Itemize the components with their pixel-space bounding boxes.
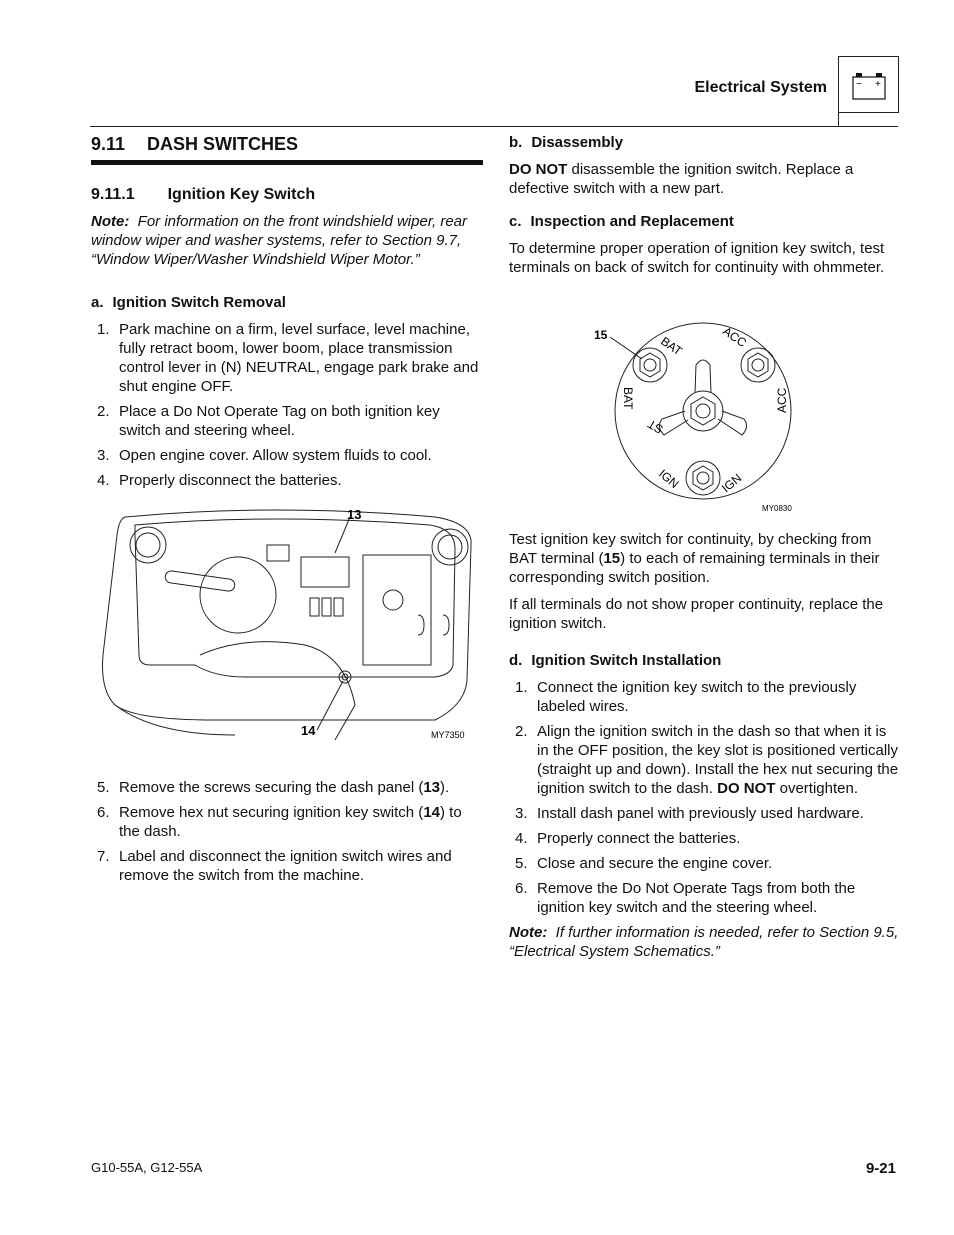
item-text: Align the ignition switch in the dash so that when it is in the OFF position, the key slot is positioned vertically (straight up and down). Install the hex nut securing the ignition switch to the dash. DO NOT overtighten. [537,723,899,797]
section-number: 9.11 [91,134,126,154]
label-acc-side: ACC [775,387,789,413]
list-item [91,446,483,465]
disassembly-text: DO NOT disassemble the ignition switch. Replace a defective switch with a new part. [509,161,854,197]
item-number: 6. [515,880,528,897]
replace-text: If all terminals do not show proper continuity, replace the ignition switch. [509,596,884,632]
list-item [509,879,901,917]
battery-icon-box [838,56,899,113]
item-number: 5. [97,779,110,796]
item-number: 5. [515,855,528,872]
list-item [509,829,901,848]
ignition-switch-figure [590,315,800,515]
step-letter: a. [91,294,104,311]
item-text: Place a Do Not Operate Tag on both ignition key switch and steering wheel. [119,403,440,439]
callout-15: 15 [594,328,608,342]
item-text: Label and disconnect the ignition switch wires and remove the switch from the machine. [119,848,452,884]
step-heading-d [509,651,901,670]
item-number: 1. [97,321,110,338]
step-letter: d. [509,652,523,669]
footer-models: G10-55A, G12-55A [91,1160,203,1175]
removal-steps [91,320,483,490]
note-text: For information on the front windshield wiper, rear window wiper and washer systems, refer to Section 9.7, “Window Wiper/Washer Windshield Wiper Motor.” [91,213,467,268]
page-number: 9-21 [865,1160,896,1177]
step-heading-a [91,293,483,312]
item-number: 2. [97,403,110,420]
section-heading [91,133,483,160]
label-bat-top: BAT [658,333,685,359]
note-paragraph [91,212,483,269]
item-number: 4. [97,472,110,489]
subsection-heading [91,185,483,204]
item-text: Connect the ignition key switch to the previously labeled wires. [537,679,857,715]
removal-steps-continued [91,778,483,885]
item-text: Remove hex nut securing ignition key switch (14) to the dash. [119,804,462,840]
subsection-title: Ignition Key Switch [167,186,316,203]
callout-14: 14 [301,723,316,738]
battery-icon [839,57,898,112]
list-item [91,471,483,490]
item-number: 6. [97,804,110,821]
label-bat-side: BAT [621,387,635,410]
item-text: Remove the Do Not Operate Tags from both the ignition key switch and the steering wheel. [537,880,856,916]
note-paragraph [509,923,901,961]
step-title: Ignition Switch Removal [112,294,286,311]
step-heading-c [509,212,901,231]
list-item [509,678,901,716]
label-acc-top: ACC [720,323,750,350]
svg-text:−: − [856,79,862,90]
list-item [91,320,483,396]
label-ign-left: IGN [656,466,682,492]
list-item [91,778,483,797]
item-number: 1. [515,679,528,696]
header-rule [90,126,898,127]
item-number: 3. [515,805,528,822]
figure-id: MY7350 [431,730,465,740]
step-title: Inspection and Replacement [530,213,734,230]
list-item [509,854,901,873]
item-text: Park machine on a firm, level surface, level machine, fully retract boom, lower boom, place transmission control lever in (N) NEUTRAL, engage park brake and shut engine OFF. [119,321,479,395]
list-item [91,847,483,885]
list-item [509,722,901,798]
installation-steps [509,678,901,917]
header-divider [838,111,839,127]
svg-text:+: + [875,79,881,90]
inspection-text: To determine proper operation of ignition key switch, test terminals on back of switch for continuity with ohmmeter. [509,240,885,276]
step-letter: b. [509,134,523,151]
list-item [91,803,483,841]
list-item [91,402,483,440]
right-column [509,133,901,985]
section-title: DASH SWITCHES [147,134,299,154]
item-number: 2. [515,723,528,740]
heading-rule [91,160,483,165]
note-label: Note: [509,924,548,941]
label-ign-right: IGN [718,470,745,496]
step-title: Ignition Switch Installation [531,652,722,669]
list-item [509,804,901,823]
item-text: Open engine cover. Allow system fluids to cool. [119,447,432,464]
item-text: Properly connect the batteries. [537,830,741,847]
step-heading-b [509,133,901,152]
item-number: 3. [97,447,110,464]
callout-13: 13 [347,507,362,522]
note-text: If further information is needed, refer to Section 9.5, “Electrical System Schematics.” [509,924,899,960]
subsection-number: 9.11.1 [91,186,135,203]
item-text: Close and secure the engine cover. [537,855,773,872]
dash-panel-figure [95,505,480,745]
running-header: Electrical System [694,79,827,96]
item-number: 4. [515,830,528,847]
item-text: Remove the screws securing the dash panel (13). [119,779,450,796]
step-letter: c. [509,213,522,230]
item-number: 7. [97,848,110,865]
item-text: Properly disconnect the batteries. [119,472,342,489]
step-title: Disassembly [531,134,624,151]
test-text: Test ignition key switch for continuity, by checking from BAT terminal (15) to each of remaining terminals in their corresponding switch position. [509,531,880,586]
figure-id: MY0830 [762,504,792,513]
item-text: Install dash panel with previously used hardware. [537,805,864,822]
label-st: ST [645,416,666,437]
note-label: Note: [91,213,130,230]
